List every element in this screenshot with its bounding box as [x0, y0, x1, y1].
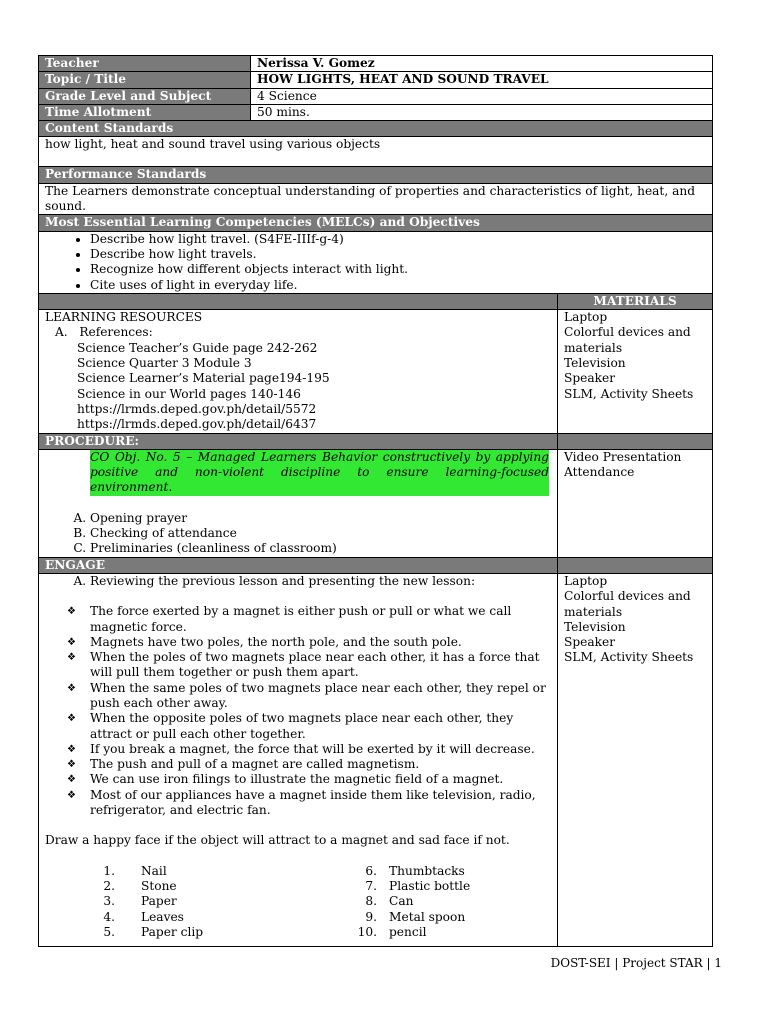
teacher-row: [39, 56, 713, 72]
learning-resources-title: LEARNING RESOURCES: [45, 310, 203, 325]
magnet-fact: ❖ Most of our appliances have a magnet inside them like television, radio, refrigerator, and electric fan.: [67, 787, 536, 818]
melcs-cell: [39, 231, 713, 293]
melcs-heading: Most Essential Learning Competencies (MELCs) and Objectives: [39, 215, 713, 231]
material-item: Television: [564, 356, 626, 371]
magnet-fact: ❖ When the same poles of two magnets place near each other, they repel or push each other away.: [67, 680, 546, 710]
magnet-facts-list: [45, 604, 551, 818]
procedure-cell: [39, 449, 558, 557]
reference-link[interactable]: https://lrmds.deped.gov.ph/detail/5572: [77, 401, 317, 416]
page-footer: DOST-SEI | Project STAR | 1: [550, 956, 722, 970]
engage-steps: [45, 574, 551, 589]
material-item: Colorful devices and materials: [564, 325, 691, 355]
resources-materials-cell: [558, 310, 713, 433]
melc-item: • Describe how light travel. (S4FE-IIIf-g-4): [90, 232, 706, 247]
magnet-fact: ❖ Magnets have two poles, the north pole, and the south pole.: [67, 634, 462, 649]
activity-item: Leaves: [141, 909, 184, 924]
engage-cell: [39, 573, 558, 946]
engage-heading: ENGAGE: [39, 557, 558, 573]
reference-item: Science Learner’s Material page194-195: [77, 371, 330, 386]
melc-item: • Cite uses of light in everyday life.: [90, 278, 706, 293]
co-objective-highlight: CO Obj. No. 5 – Managed Learners Behavior constructively by applying positive and non-violent discipline to ensure learning-focused environment.: [90, 449, 549, 495]
magnet-fact: ❖ The force exerted by a magnet is either push or pull or what we call magnetic force.: [67, 604, 512, 634]
material-item: Television: [564, 619, 626, 634]
engage-materials-cell: [558, 573, 713, 946]
material-item: Video Presentation: [564, 449, 682, 464]
activity-item: Paper clip: [141, 924, 204, 939]
activity-item: Thumbtacks: [389, 863, 465, 878]
activity-item: Can: [389, 894, 414, 909]
diamond-bullet-icon: ❖: [67, 743, 76, 755]
activity-item: Metal spoon: [389, 909, 466, 924]
diamond-bullet-icon: ❖: [67, 774, 76, 786]
magnet-fact: ❖ When the opposite poles of two magnets place near each other, they attract or pull each other together.: [67, 711, 514, 741]
procedure-materials-cell: [558, 449, 713, 557]
procedure-step: A. Opening prayer: [90, 511, 549, 526]
diamond-bullet-icon: ❖: [67, 606, 76, 618]
procedure-heading-blank: [558, 433, 713, 449]
activity-item: Nail: [141, 863, 167, 878]
material-item: SLM, Activity Sheets: [564, 386, 694, 401]
melc-item: • Recognize how different objects interact with light.: [90, 262, 706, 277]
activity-instruction: Draw a happy face if the object will attract to a magnet and sad face if not.: [45, 833, 510, 848]
grade-label: Grade Level and Subject: [39, 88, 251, 104]
teacher-label: Teacher: [39, 56, 251, 72]
material-item: Attendance: [564, 465, 635, 480]
time-row: [39, 104, 713, 120]
performance-standards-heading: Performance Standards: [39, 167, 713, 183]
material-item: Colorful devices and materials: [564, 589, 691, 619]
grade-value: 4 Science: [251, 88, 713, 104]
material-item: Laptop: [564, 573, 608, 588]
melc-item: • Describe how light travels.: [90, 247, 706, 262]
references-label-row: A. References:: [55, 325, 153, 340]
diamond-bullet-icon: ❖: [67, 682, 76, 694]
topic-value: HOW LIGHTS, HEAT AND SOUND TRAVEL: [251, 72, 713, 88]
reference-link[interactable]: https://lrmds.deped.gov.ph/detail/6437: [77, 417, 317, 432]
diamond-bullet-icon: ❖: [67, 789, 76, 801]
time-label: Time Allotment: [39, 104, 251, 120]
teacher-value: Nerissa V. Gomez: [251, 56, 713, 72]
references-label: References:: [79, 325, 153, 340]
engage-step-a: A. Reviewing the previous lesson and presenting the new lesson:: [90, 574, 551, 589]
material-item: Speaker: [564, 635, 616, 650]
magnet-fact: ❖ When the poles of two magnets place near each other, it has a force that will pull them together or push them apart.: [67, 650, 540, 680]
learning-resources-cell: [39, 310, 558, 433]
performance-standards-text: The Learners demonstrate conceptual understanding of properties and characteristics of light, heat, and sound.: [39, 183, 713, 215]
procedure-step: B. Checking of attendance: [90, 526, 549, 541]
melcs-list: [45, 232, 706, 293]
content-standards-heading: Content Standards: [39, 121, 713, 137]
magnet-fact: ❖ The push and pull of a magnet are called magnetism.: [67, 757, 420, 772]
content-standards-text: how light, heat and sound travel using various objects: [39, 137, 713, 167]
topic-label: Topic / Title: [39, 72, 251, 88]
engage-heading-blank: [558, 557, 713, 573]
activity-items: 1. Nail 6. Thumbtacks 2. Stone 7. Plastic bottle 3. Paper 8. Can 4. Leaves 9. Metal spoon 5. Paper clip 10. pencil: [103, 863, 471, 939]
diamond-bullet-icon: ❖: [67, 636, 76, 648]
activity-item: Plastic bottle: [389, 878, 471, 893]
reference-item: Science Teacher’s Guide page 242-262: [77, 340, 318, 355]
activity-item: Stone: [141, 878, 177, 893]
reference-item: Science Quarter 3 Module 3: [77, 356, 252, 371]
activity-item: Paper: [141, 894, 177, 909]
procedure-heading: PROCEDURE:: [39, 433, 558, 449]
diamond-bullet-icon: ❖: [67, 713, 76, 725]
procedure-steps: [45, 511, 549, 557]
activity-item: pencil: [389, 924, 427, 939]
time-value: 50 mins.: [251, 104, 713, 120]
blank-heading: [39, 293, 558, 309]
magnet-fact: ❖ We can use iron filings to illustrate the magnetic field of a magnet.: [67, 772, 504, 787]
reference-item: Science in our World pages 140-146: [77, 386, 301, 401]
material-item: Laptop: [564, 310, 608, 325]
topic-row: [39, 72, 713, 88]
material-item: Speaker: [564, 371, 616, 386]
magnet-fact: ❖ If you break a magnet, the force that will be exerted by it will decrease.: [67, 741, 535, 756]
procedure-step: C. Preliminaries (cleanliness of classroom): [90, 541, 549, 556]
material-item: SLM, Activity Sheets: [564, 650, 694, 665]
grade-row: [39, 88, 713, 104]
materials-heading: MATERIALS: [558, 293, 713, 309]
diamond-bullet-icon: ❖: [67, 759, 76, 771]
diamond-bullet-icon: ❖: [67, 652, 76, 664]
lesson-plan-table: [38, 55, 713, 947]
